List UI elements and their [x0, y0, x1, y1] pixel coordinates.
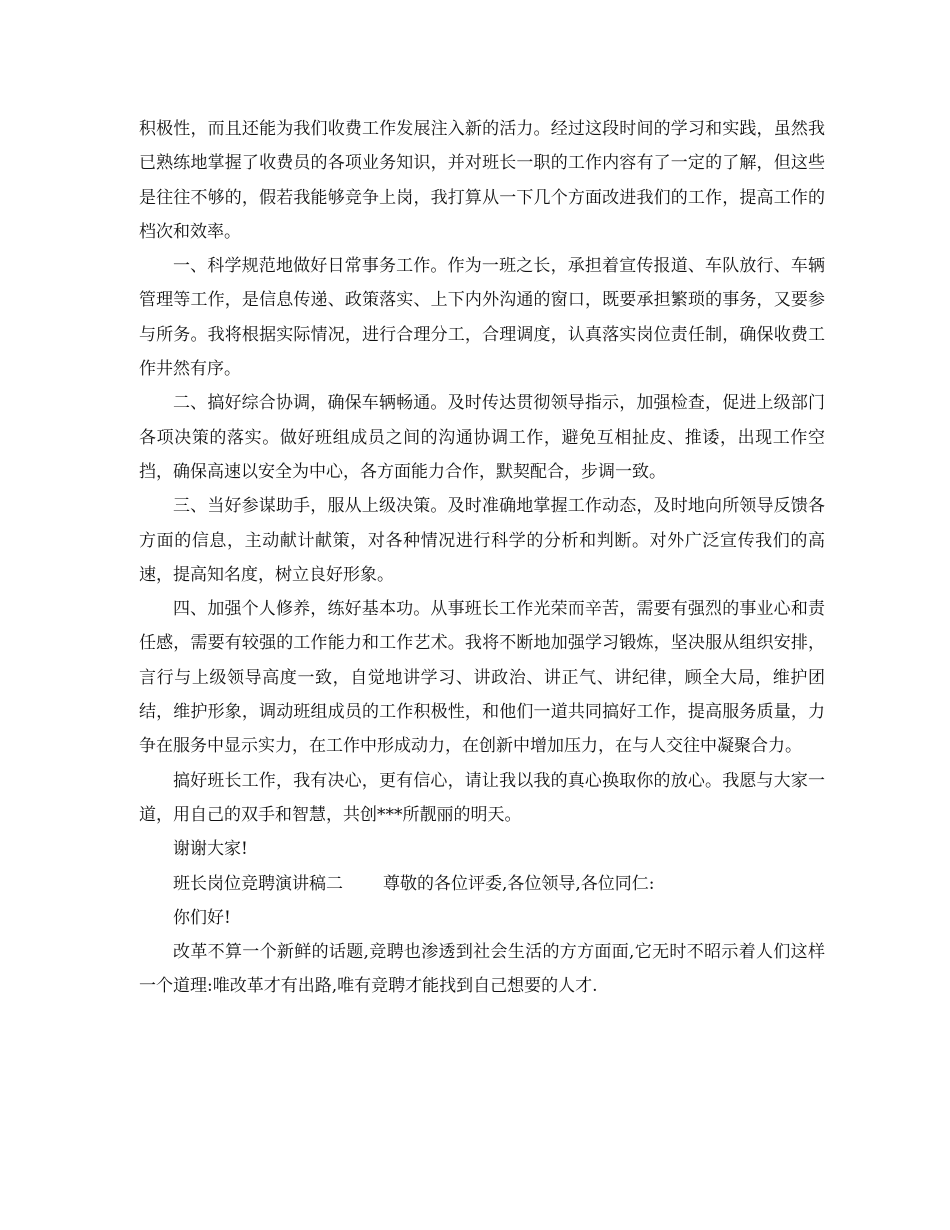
body-paragraph: 二、搞好综合协调，确保车辆畅通。及时传达贯彻领导指示，加强检查，促进上级部门各项决策的落实。做好班组成员之间的沟通协调工作，避免互相扯皮、推诿，出现工作空挡，确保高速以安全为中心，各方面能力合作，默契配合，步调一致。 [139, 393, 825, 482]
body-paragraph: 一、科学规范地做好日常事务工作。作为一班之长，承担着宣传报道、车队放行、车辆管理等工作，是信息传递、政策落实、上下内外沟通的窗口，既要承担繁琐的事务，又要参与所务。我将根据实际情况，进行合理分工，合理调度，认真落实岗位责任制，确保收费工作井然有序。 [139, 256, 825, 380]
speech-title: 班长岗位竞聘演讲稿二 [173, 873, 343, 894]
document-page [139, 112, 825, 1004]
greeting-line: 你们好! [173, 907, 231, 928]
body-paragraph: 四、加强个人修养，练好基本功。从事班长工作光荣而辛苦，需要有强烈的事业心和责任感，需要有较强的工作能力和工作艺术。我将不断地加强学习锻炼，坚决服从组织安排，言行与上级领导高度一致，自觉地讲学习、讲政治、讲正气、讲纪律，顾全大局，维护团结，维护形象，调动班组成员的工作积极性，和他们一道共同搞好工作，提高服务质量，力争在服务中显示实力，在工作中形成动力，在创新中增加压力，在与人交往中凝聚合力。 [139, 599, 825, 757]
speech-title-line [139, 867, 825, 901]
body-paragraph: 三、当好参谋助手，服从上级决策。及时准确地掌握工作动态，及时地向所领导反馈各方面的信息，主动献计献策，对各种情况进行科学的分析和判断。对外广泛宣传我们的高速，提高知名度，树立良好形象。 [139, 496, 825, 585]
body-paragraph: 改革不算一个新鲜的话题,竞聘也渗透到社会生活的方方面面,它无时不昭示着人们这样一个道理:唯改革才有出路,唯有竞聘才能找到自己想要的人才. [139, 942, 825, 997]
thanks-line: 谢谢大家! [173, 839, 248, 860]
body-paragraph: 积极性，而且还能为我们收费工作发展注入新的活力。经过这段时间的学习和实践，虽然我已熟练地掌握了收费员的各项业务知识，并对班长一职的工作内容有了一定的了解，但这些是往往不够的，假若我能够竞争上岗，我打算从一下几个方面改进我们的工作，提高工作的档次和效率。 [139, 119, 825, 242]
salutation: 尊敬的各位评委,各位领导,各位同仁: [383, 873, 655, 894]
body-paragraph: 搞好班长工作，我有决心，更有信心，请让我以我的真心换取你的放心。我愿与大家一道，用自己的双手和智慧，共创***所靓丽的明天。 [139, 770, 825, 825]
